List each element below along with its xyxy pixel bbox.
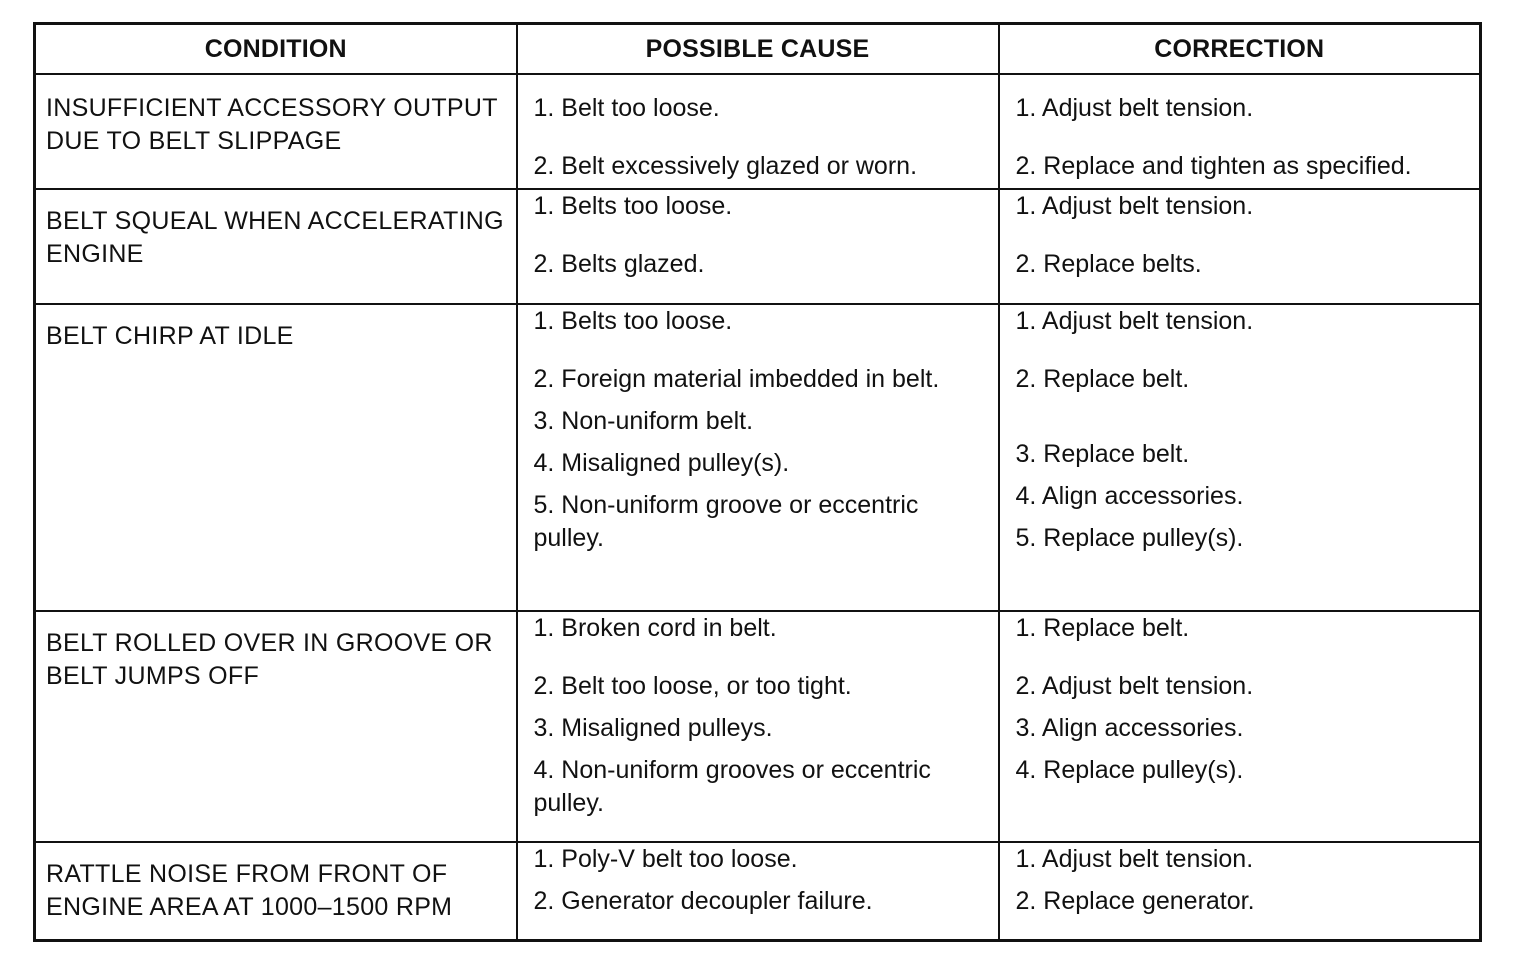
- condition-text: INSUFFICIENT ACCESSORY OUTPUT DUE TO BELT SLIPPAGE: [46, 94, 498, 155]
- condition-cell: [35, 189, 517, 304]
- cause-item: 2. Belt excessively glazed or worn.: [533, 152, 918, 180]
- correction-item: 2. Replace belt.: [1015, 365, 1190, 393]
- cause-item: 4. Misaligned pulley(s).: [533, 449, 790, 477]
- condition-text: BELT ROLLED OVER IN GROOVE OR BELT JUMPS OFF: [46, 629, 493, 690]
- condition-text: BELT SQUEAL WHEN ACCELERATING ENGINE: [46, 207, 504, 268]
- correction-item: 1. Adjust belt tension.: [1015, 192, 1254, 220]
- cause-item: 4. Non-uniform grooves or eccentric pulley.: [533, 756, 931, 817]
- correction-item: 1. Adjust belt tension.: [1015, 845, 1254, 873]
- correction-item: 4. Align accessories.: [1015, 482, 1244, 510]
- condition-text: BELT CHIRP AT IDLE: [46, 322, 294, 350]
- correction-item: 1. Adjust belt tension.: [1015, 94, 1254, 122]
- table-row: [35, 189, 1481, 304]
- cause-item: 1. Poly-V belt too loose.: [533, 845, 798, 873]
- correction-cell: [999, 304, 1481, 611]
- condition-cell: [35, 842, 517, 940]
- correction-item: 3. Replace belt.: [1015, 440, 1190, 468]
- correction-item: 4. Replace pulley(s).: [1015, 756, 1244, 784]
- condition-cell: [35, 304, 517, 611]
- correction-item: 2. Replace generator.: [1015, 887, 1255, 915]
- cause-item: 2. Belt too loose, or too tight.: [533, 672, 852, 700]
- correction-item: 2. Adjust belt tension.: [1015, 672, 1254, 700]
- cause-cell: [517, 74, 999, 189]
- cause-cell: [517, 611, 999, 842]
- cause-item: 1. Belt too loose.: [533, 94, 720, 122]
- correction-cell: [999, 189, 1481, 304]
- table-row: [35, 74, 1481, 189]
- correction-cell: [999, 74, 1481, 189]
- correction-cell: [999, 611, 1481, 842]
- correction-item: 5. Replace pulley(s).: [1015, 524, 1244, 552]
- correction-item: 3. Align accessories.: [1015, 714, 1244, 742]
- correction-item: 2. Replace belts.: [1015, 250, 1202, 278]
- condition-cell: [35, 74, 517, 189]
- cause-cell: [517, 842, 999, 940]
- cause-cell: [517, 189, 999, 304]
- cause-item: 2. Foreign material imbedded in belt.: [533, 365, 940, 393]
- cause-item: 2. Generator decoupler failure.: [533, 887, 873, 915]
- header-correction: CORRECTION: [999, 24, 1481, 75]
- cause-item: 2. Belts glazed.: [533, 250, 705, 278]
- cause-item: 1. Belts too loose.: [533, 192, 733, 220]
- cause-item: 1. Broken cord in belt.: [533, 614, 777, 642]
- correction-item: 1. Adjust belt tension.: [1015, 307, 1254, 335]
- header-condition: CONDITION: [35, 24, 517, 75]
- correction-item: 1. Replace belt.: [1015, 614, 1190, 642]
- cause-item: 1. Belts too loose.: [533, 307, 733, 335]
- cause-item: 3. Non-uniform belt.: [533, 407, 754, 435]
- table-row: [35, 611, 1481, 842]
- condition-cell: [35, 611, 517, 842]
- condition-text: RATTLE NOISE FROM FRONT OF ENGINE AREA AT 1000–1500 RPM: [46, 860, 453, 921]
- cause-item: 3. Misaligned pulleys.: [533, 714, 773, 742]
- diagnosis-table: [33, 22, 1482, 942]
- table-row: [35, 304, 1481, 611]
- header-possible-cause: POSSIBLE CAUSE: [517, 24, 999, 75]
- correction-item: 2. Replace and tighten as specified.: [1015, 152, 1412, 180]
- cause-cell: [517, 304, 999, 611]
- cause-item: 5. Non-uniform groove or eccentric pulley.: [533, 491, 919, 552]
- table-row: [35, 842, 1481, 940]
- correction-cell: [999, 842, 1481, 940]
- header-row: [35, 24, 1481, 75]
